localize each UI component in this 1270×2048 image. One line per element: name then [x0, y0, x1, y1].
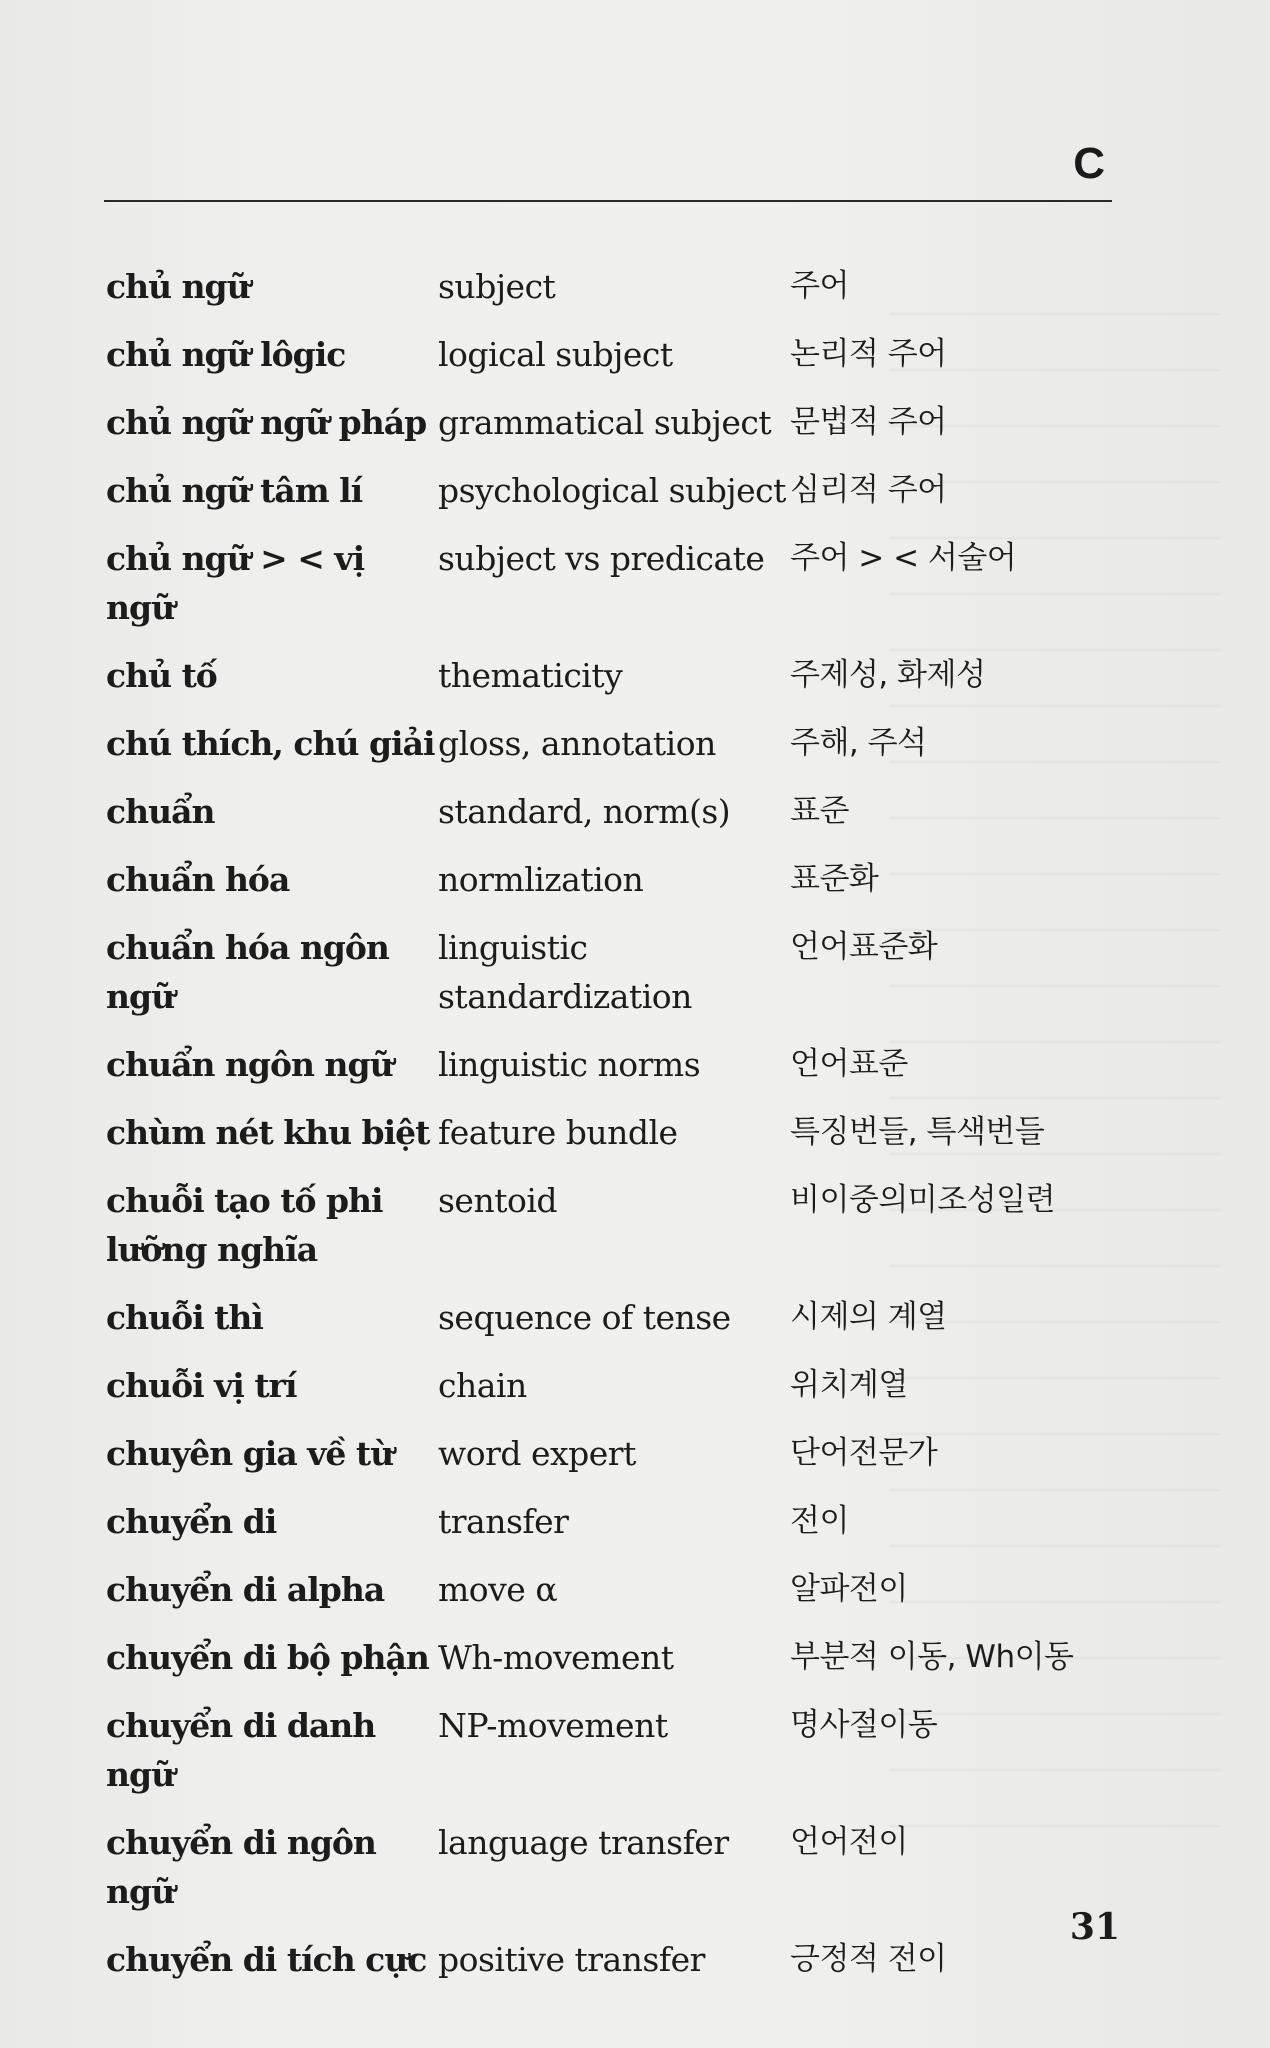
vietnamese-term: chùm nét khu biệt — [106, 1113, 430, 1152]
english-term: language transfer — [438, 1823, 729, 1862]
korean-term: 위치계열 — [790, 1367, 908, 1403]
korean-term: 알파전이 — [790, 1571, 908, 1607]
vietnamese-term: chuyển di ngôn ngữ — [106, 1823, 376, 1911]
english-term: linguistic standardization — [438, 928, 692, 1016]
vietnamese-term: chuỗi thì — [106, 1298, 263, 1337]
glossary-entry — [106, 923, 1116, 1021]
english-term: chain — [438, 1366, 527, 1405]
glossary-entry — [106, 1935, 1116, 1984]
english-term: sequence of tense — [438, 1298, 731, 1337]
glossary-entry — [106, 855, 1116, 904]
vietnamese-term: chủ ngữ — [106, 267, 250, 306]
korean-term: 명사절이동 — [790, 1707, 938, 1743]
korean-term: 표준화 — [790, 861, 879, 897]
glossary-entry — [106, 1497, 1116, 1546]
english-term: thematicity — [438, 656, 623, 695]
english-term: normlization — [438, 860, 644, 899]
glossary-entry — [106, 1293, 1116, 1342]
glossary-entry — [106, 534, 1116, 632]
glossary-entry — [106, 1361, 1116, 1410]
vietnamese-term: chuyển di danh ngữ — [106, 1706, 376, 1794]
vietnamese-term: chuyển di — [106, 1502, 277, 1541]
vietnamese-term: chủ ngữ lôgic — [106, 335, 346, 374]
korean-term: 논리적 주어 — [790, 336, 947, 372]
korean-term: 언어전이 — [790, 1824, 908, 1860]
glossary-entry — [106, 719, 1116, 768]
glossary-entry — [106, 651, 1116, 700]
korean-term: 심리적 주어 — [790, 472, 947, 508]
glossary-entry — [106, 398, 1116, 447]
vietnamese-term: chủ ngữ tâm lí — [106, 471, 363, 510]
vietnamese-term: chuẩn hóa — [106, 860, 290, 899]
glossary-entry — [106, 1108, 1116, 1157]
glossary-entry — [106, 1633, 1116, 1682]
vietnamese-term: chuyển di alpha — [106, 1570, 385, 1609]
english-term: sentoid — [438, 1181, 558, 1220]
korean-term: 긍정적 전이 — [790, 1941, 947, 1977]
glossary-entry — [106, 1701, 1116, 1799]
glossary-entry — [106, 466, 1116, 515]
korean-term: 비이중의미조성일련 — [790, 1182, 1056, 1218]
english-term: psychological subject — [438, 471, 786, 510]
vietnamese-term: chuyển di tích cực — [106, 1940, 427, 1979]
korean-term: 주어 — [790, 268, 849, 304]
glossary-entry — [106, 262, 1116, 311]
vietnamese-term: chuyên gia về từ — [106, 1434, 394, 1473]
glossary-entry — [106, 1565, 1116, 1614]
vietnamese-term: chú thích, chú giải — [106, 724, 435, 763]
glossary-entry — [106, 330, 1116, 379]
korean-term: 시제의 계열 — [790, 1299, 947, 1335]
page-number: 31 — [1069, 1906, 1120, 1948]
korean-term: 문법적 주어 — [790, 404, 947, 440]
english-term: feature bundle — [438, 1113, 678, 1152]
glossary-entry — [106, 1176, 1116, 1274]
vietnamese-term: chủ ngữ > < vị ngữ — [106, 539, 365, 627]
vietnamese-term: chuẩn ngôn ngữ — [106, 1045, 393, 1084]
english-term: positive transfer — [438, 1940, 705, 1979]
english-term: transfer — [438, 1502, 569, 1541]
header-rule — [104, 200, 1112, 202]
korean-term: 부분적 이동, Wh이동 — [790, 1639, 1074, 1675]
korean-term: 특징번들, 특색번들 — [790, 1114, 1045, 1150]
vietnamese-term: chuyển di bộ phận — [106, 1638, 429, 1677]
korean-term: 단어전문가 — [790, 1435, 938, 1471]
vietnamese-term: chuẩn — [106, 792, 215, 831]
english-term: NP-movement — [438, 1706, 668, 1745]
english-term: subject — [438, 267, 556, 306]
english-term: move α — [438, 1570, 558, 1609]
english-term: gloss, annotation — [438, 724, 716, 763]
english-term: Wh-movement — [438, 1638, 674, 1677]
korean-term: 언어표준화 — [790, 929, 938, 965]
korean-term: 표준 — [790, 793, 849, 829]
english-term: subject vs predicate — [438, 539, 765, 578]
english-term: linguistic norms — [438, 1045, 701, 1084]
korean-term: 언어표준 — [790, 1046, 908, 1082]
korean-term: 주어 > < 서술어 — [790, 540, 1017, 576]
korean-term: 전이 — [790, 1503, 849, 1539]
glossary-entry — [106, 787, 1116, 836]
vietnamese-term: chuỗi tạo tố phi lưỡng nghĩa — [106, 1181, 383, 1269]
vietnamese-term: chủ tố — [106, 656, 217, 695]
glossary-entry — [106, 1040, 1116, 1089]
vietnamese-term: chủ ngữ ngữ pháp — [106, 403, 427, 442]
korean-term: 주제성, 화제성 — [790, 657, 986, 693]
vietnamese-term: chuẩn hóa ngôn ngữ — [106, 928, 389, 1016]
glossary-list — [106, 262, 1116, 2003]
english-term: grammatical subject — [438, 403, 772, 442]
glossary-entry — [106, 1818, 1116, 1916]
english-term: standard, norm(s) — [438, 792, 731, 831]
korean-term: 주해, 주석 — [790, 725, 927, 761]
section-letter: C — [1073, 139, 1105, 188]
english-term: word expert — [438, 1434, 636, 1473]
vietnamese-term: chuỗi vị trí — [106, 1366, 297, 1405]
english-term: logical subject — [438, 335, 673, 374]
glossary-entry — [106, 1429, 1116, 1478]
